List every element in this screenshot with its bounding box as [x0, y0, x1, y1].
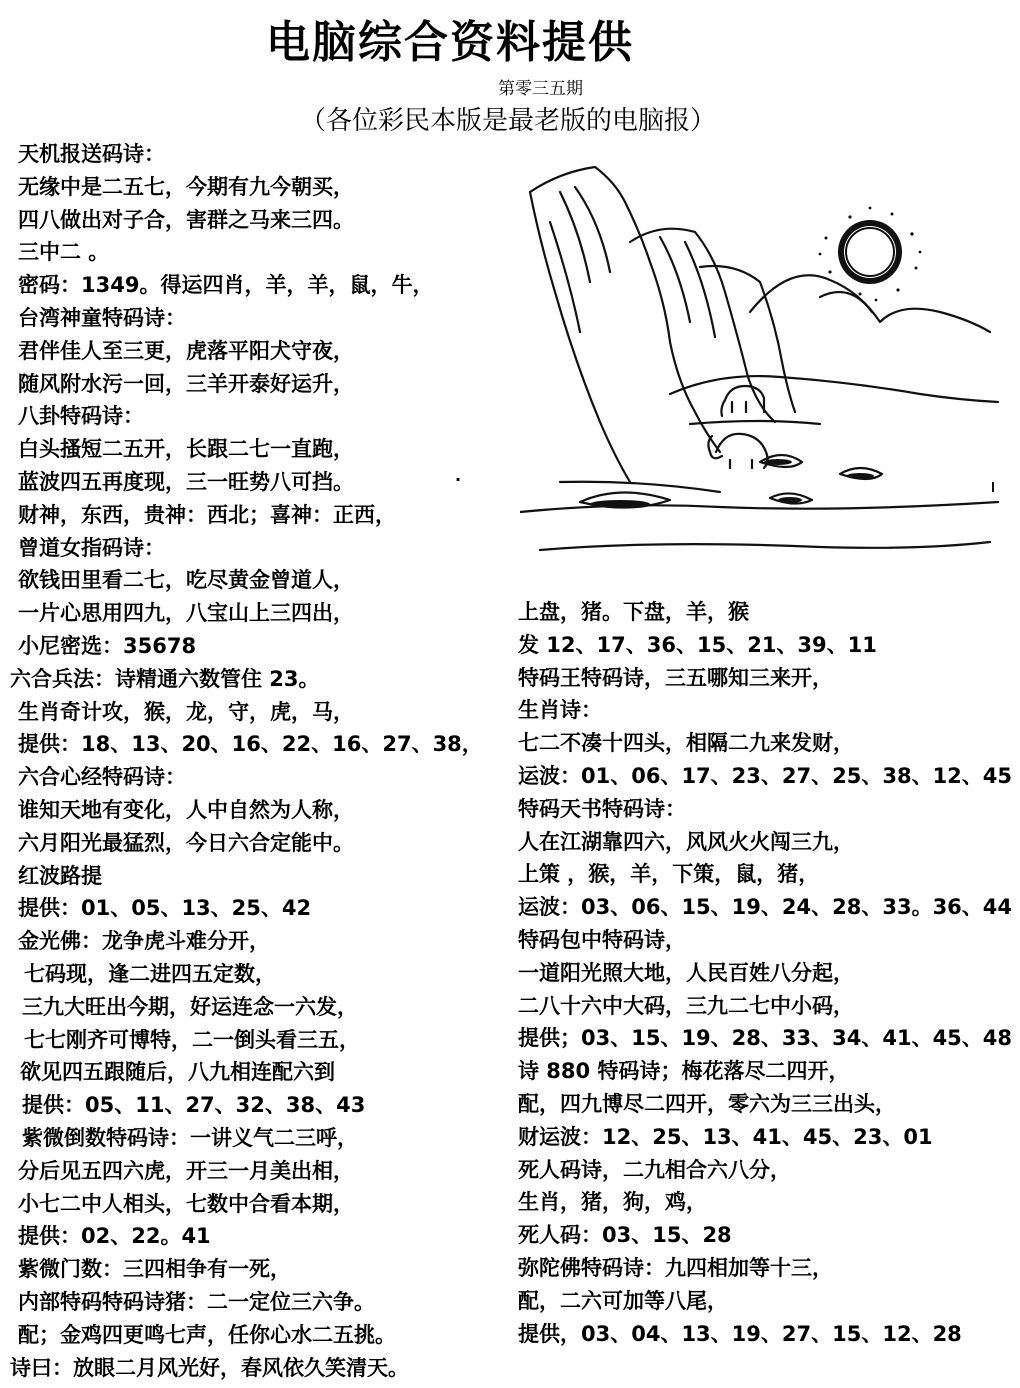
text-line: 提供：18、13、20、16、22、16、27、38， [18, 732, 483, 757]
text-line: 四八做出对子合，害群之马来三四。 [18, 207, 354, 232]
text-line: 提供；03、15、19、28、33、34、41、45、48 [518, 1026, 1013, 1051]
text-line: 诗 880 特码诗；梅花落尽二四开， [518, 1059, 850, 1084]
text-line: 一片心思用四九，八宝山上三四出， [18, 601, 354, 626]
text-line: 特码天书特码诗： [518, 796, 686, 821]
text-line: 随风附水污一回，三羊开泰好运升， [18, 371, 354, 396]
text-line: 君伴佳人至三更，虎落平阳犬守夜， [18, 338, 354, 363]
text-line: 配，二六可加等八尾， [518, 1288, 728, 1313]
text-line: 发 12、17、36、15、21、39、11 [518, 632, 877, 657]
text-line: 生肖诗： [518, 698, 602, 723]
text-line: 三中二 。 [18, 240, 110, 265]
decorative-dot: · [455, 470, 462, 489]
text-line: 六合兵法：诗精通六数管住 23。 [10, 666, 320, 691]
text-line: 生肖奇计攻，猴，龙，守，虎，马， [18, 699, 354, 724]
text-line: 弥陀佛特码诗：九四相加等十三， [518, 1256, 833, 1280]
subtitle: （各位彩民本版是最老版的电脑报） [300, 106, 717, 136]
text-line: 紫微倒数特码诗：一讲义气二三呼， [22, 1126, 358, 1150]
text-line: 提供：05、11、27、32、38、43 [22, 1093, 366, 1118]
text-line: 内部特码特码诗猪：二一定位三六争。 [18, 1290, 375, 1314]
text-line: 二八十六中大码，三九二七中小码， [518, 993, 854, 1018]
text-line: 七七刚齐可博特，二一倒头看三五， [24, 1027, 360, 1052]
text-line: 六合心经特码诗： [18, 765, 186, 790]
text-line: 配；金鸡四更鸣七声，任你心水二五挑。 [18, 1322, 396, 1347]
text-line: 台湾神童特码诗： [18, 306, 186, 330]
text-line: 蓝波四五再度现，三一旺势八可挡。 [18, 470, 354, 494]
text-line: 运波：03、06、15、19、24、28、33。36、44 [518, 895, 1013, 920]
text-line: 六月阳光最猛烈，今日六合定能中。 [18, 830, 354, 855]
text-line: 提供，03、04、13、19、27、15、12、28 [518, 1321, 962, 1346]
text-line: 一道阳光照大地，人民百姓八分起， [518, 960, 854, 985]
text-line: 欲见四五跟随后，八九相连配六到 [20, 1060, 335, 1085]
text-line: 提供：01、05、13、25、42 [18, 896, 312, 921]
text-line: 三九大旺出今期，好运连念一六发， [22, 994, 358, 1019]
text-line: 七码现，逢二进四五定数， [24, 962, 276, 986]
text-line: 诗曰：放眼二月风光好，春风依久笑清天。 [10, 1355, 409, 1380]
ink-landscape-illustration [520, 162, 1000, 558]
text-line: 白头搔短二五开，长跟二七一直跑， [18, 437, 354, 462]
text-line: 分后见五四六虎，开三一月美出相， [18, 1158, 354, 1183]
text-line: 人在江湖靠四六，风风火火闯三九， [518, 829, 854, 854]
page-title: 电脑综合资料提供 [266, 17, 634, 68]
text-line: 天机报送码诗： [18, 142, 165, 166]
text-line: 配，四九博尽二四开，零六为三三出头， [518, 1092, 896, 1116]
text-line: 小尼密选：35678 [18, 634, 197, 658]
text-line: 小七二中人相头，七数中合看本期， [18, 1191, 354, 1216]
issue-number: 第零三五期 [498, 79, 583, 99]
text-line: 密码：1349。得运四肖，羊，羊，鼠，牛， [18, 273, 434, 298]
text-line: 谁知天地有变化，人中自然为人称， [18, 798, 354, 822]
text-line: 特码王特码诗，三五哪知三来开， [518, 665, 833, 690]
text-line: 红波路提 [18, 863, 102, 888]
text-line: 无缘中是二五七，今期有九今朝买， [18, 174, 354, 199]
text-line: 八卦特码诗： [18, 404, 144, 429]
text-line: 死人码诗，二九相合六八分， [518, 1157, 791, 1182]
text-line: 上盘，猪。下盘，羊，猴 [518, 600, 749, 624]
text-line: 运波：01、06、17、23、27、25、38、12、45 [518, 764, 1013, 788]
text-line: 财运波：12、25、13、41、45、23、01 [518, 1124, 933, 1149]
text-line: 紫微门数：三四相争有一死， [18, 1257, 291, 1282]
text-line: 曾道女指码诗： [18, 535, 165, 560]
text-line: 欲钱田里看二七，吃尽黄金曾道人， [18, 568, 354, 593]
text-line: 七二不凑十四头，相隔二九来发财， [518, 731, 854, 756]
text-line: 上策 ，猴，羊，下策，鼠，猪， [518, 862, 820, 887]
text-line: 生肖，猪，狗，鸡， [518, 1190, 707, 1215]
text-line: 财神，东西，贵神：西北；喜神：正西， [18, 502, 396, 527]
text-line: 提供：02、22。41 [18, 1224, 211, 1249]
text-line: 特码包中特码诗， [518, 928, 686, 952]
text-line: 金光佛：龙争虎斗难分开， [18, 929, 270, 954]
text-line: 死人码：03、15、28 [518, 1223, 732, 1248]
